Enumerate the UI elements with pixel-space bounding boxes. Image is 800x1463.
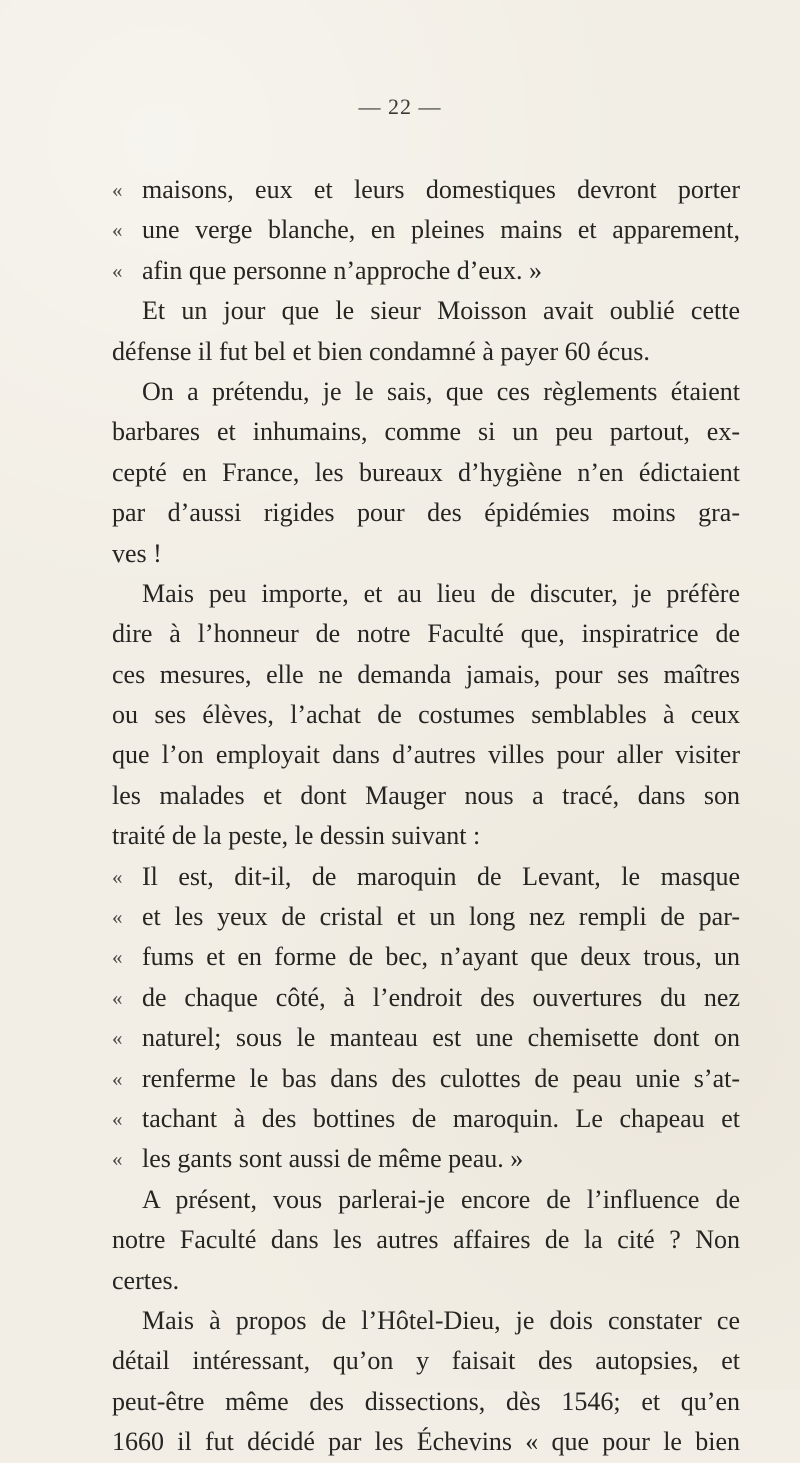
quote-mark: « — [112, 905, 123, 930]
paragraph-first-line: A présent, vous parlerai-je encore de l’influence de — [142, 1184, 740, 1214]
paragraph-first-line: Et un jour que le sieur Moisson avait oublié cette — [142, 296, 740, 326]
line-text: tachant à des bottines de maroquin. Le chapeau et — [142, 1103, 740, 1133]
quote-mark: « — [112, 1106, 123, 1131]
paragraph-first-line: On a prétendu, je le sais, que ces règlements étaient — [142, 376, 740, 406]
quote-mark: « — [112, 864, 123, 889]
quote-mark: « — [112, 178, 123, 202]
text-line: détail intéressant, qu’on y faisait des autopsies, et — [112, 1346, 740, 1376]
text-line: les malades et dont Mauger nous a tracé, dans son — [112, 780, 740, 810]
text-line: par d’aussi rigides pour des épidémies moins gra- — [112, 498, 740, 528]
text-line: 1660 il fut décidé par les Échevins « que pour le bien — [112, 1427, 740, 1457]
quote-mark: « — [112, 1066, 123, 1091]
quote-mark: « — [112, 258, 123, 283]
text-line — [112, 251, 740, 291]
text-line: ves ! — [112, 538, 162, 568]
text-line — [112, 210, 740, 250]
line-text: renferme le bas dans des culottes de peau unie s’at- — [142, 1063, 740, 1093]
page-number: — 22 — — [358, 94, 442, 119]
line-text: maisons, eux et leurs domestiques devront porter — [142, 175, 740, 204]
text-line: ces mesures, elle ne demanda jamais, pour ses maîtres — [112, 659, 740, 689]
line-text: fums et en forme de bec, n’ayant que deux trous, un — [142, 942, 740, 972]
paragraph-first-line: Mais à propos de l’Hôtel-Dieu, je dois constater ce — [142, 1305, 740, 1335]
quote-line — [112, 1099, 740, 1139]
line-text: les gants sont aussi de même peau. » — [142, 1144, 524, 1174]
paragraph-first-line: Mais peu importe, et au lieu de discuter, je préfère — [142, 578, 740, 608]
text-line: que l’on employait dans d’autres villes pour aller visiter — [112, 740, 740, 770]
quote-line — [112, 1018, 740, 1058]
quote-mark: « — [112, 985, 123, 1010]
quote-mark: « — [112, 1147, 123, 1172]
text-line: traité de la peste, le dessin suivant : — [112, 821, 481, 851]
quote-mark: « — [112, 945, 123, 970]
quote-line — [112, 897, 740, 937]
quote-line — [112, 1059, 740, 1099]
text-line: ou ses élèves, l’achat de costumes semblables à ceux — [112, 700, 740, 730]
line-text: naturel; sous le manteau est une chemisette dont on — [142, 1023, 740, 1053]
line-text: Il est, dit-il, de maroquin de Levant, le masque — [142, 861, 740, 891]
line-text: de chaque côté, à l’endroit des ouvertures du nez — [142, 982, 740, 1012]
text-line: cepté en France, les bureaux d’hygiène n’en édictaient — [112, 457, 740, 487]
line-text: une verge blanche, en pleines mains et apparement, — [142, 215, 740, 245]
text-line — [112, 170, 740, 210]
body-text — [112, 170, 740, 1463]
quote-line — [112, 978, 740, 1018]
quote-mark: « — [112, 218, 123, 243]
quote-mark: « — [112, 1026, 123, 1051]
text-line: dire à l’honneur de notre Faculté que, inspiratrice de — [112, 619, 740, 649]
text-line: peut-être même des dissections, dès 1546; et qu’en — [112, 1386, 740, 1416]
quote-line — [112, 1139, 740, 1179]
line-text: afin que personne n’approche d’eux. » — [142, 255, 542, 285]
line-text: et les yeux de cristal et un long nez rempli de par- — [142, 902, 740, 932]
text-line: défense il fut bel et bien condamné à payer 60 écus. — [112, 336, 650, 366]
quote-line — [112, 857, 740, 897]
text-line: notre Faculté dans les autres affaires de la cité ? Non — [112, 1225, 740, 1255]
text-line: certes. — [112, 1265, 180, 1295]
quote-line — [112, 937, 740, 977]
text-line: barbares et inhumains, comme si un peu partout, ex- — [112, 417, 740, 447]
